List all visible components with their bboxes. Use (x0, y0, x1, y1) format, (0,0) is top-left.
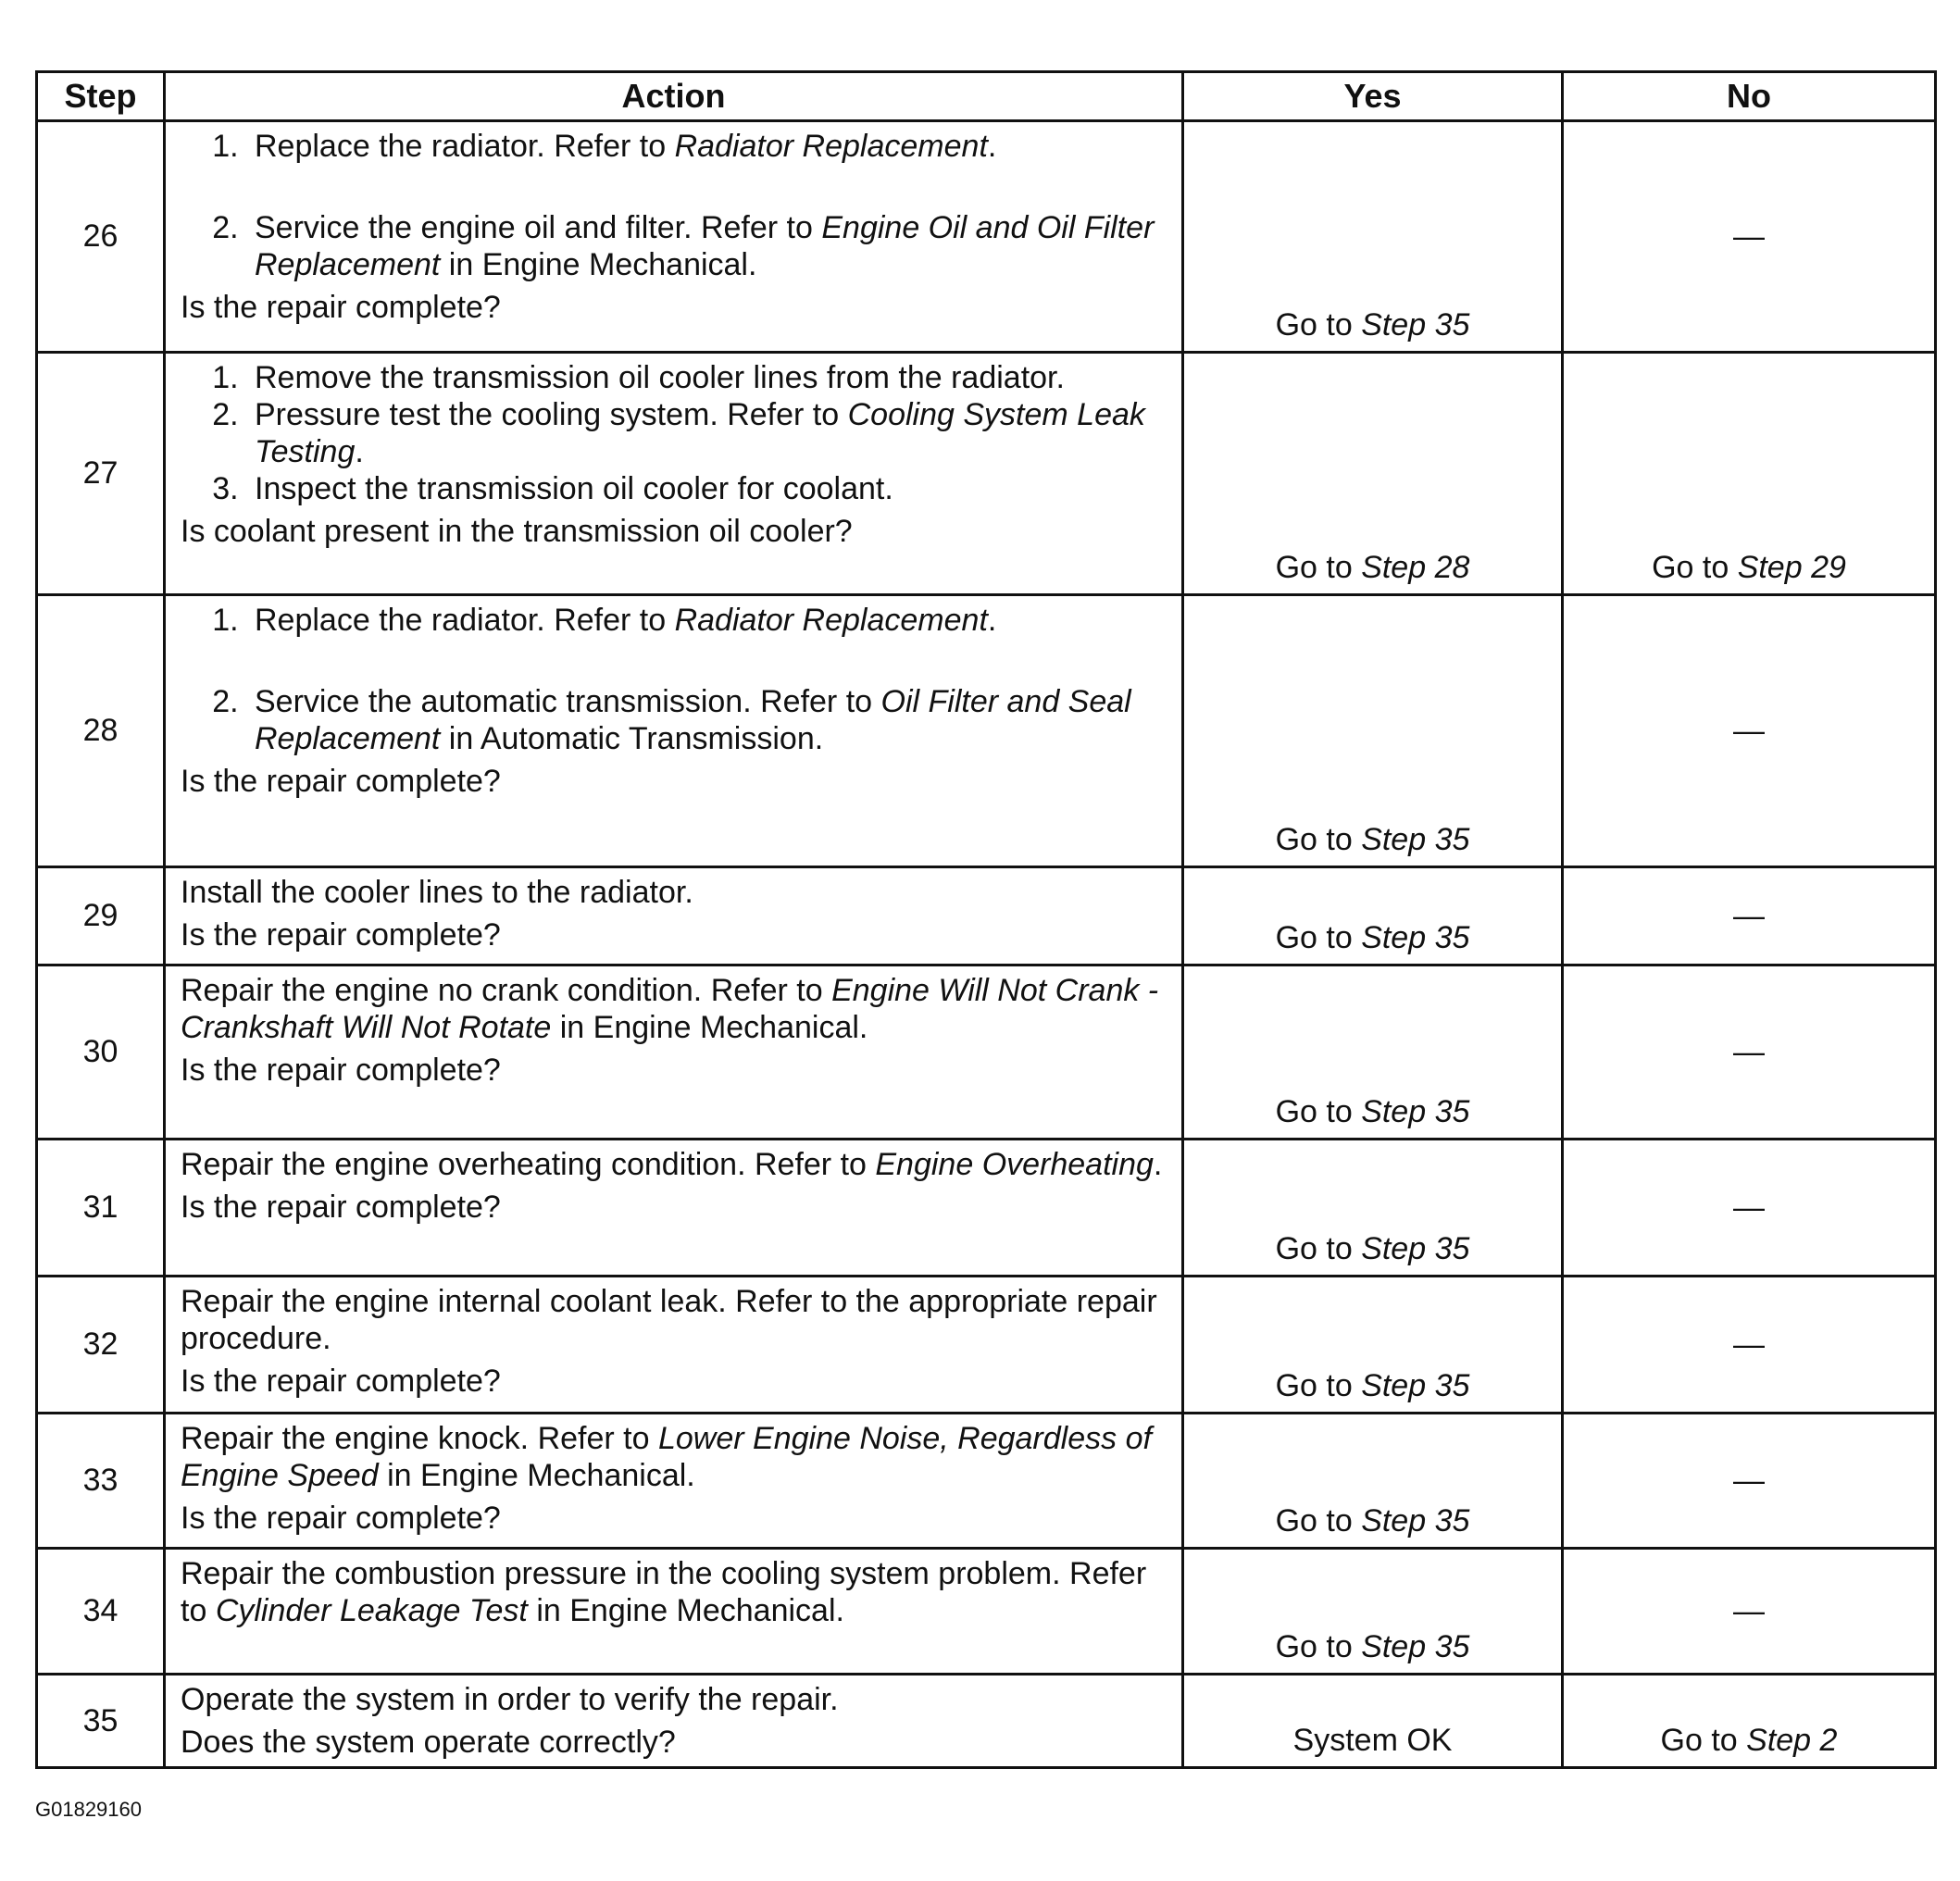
header-step: Step (37, 72, 165, 121)
yes-result (1184, 1503, 1561, 1539)
header-no: No (1563, 72, 1936, 121)
action-step-item (247, 128, 1168, 165)
action-cell (165, 867, 1183, 965)
action-step-item (247, 209, 1168, 283)
action-cell (165, 353, 1183, 595)
action-step-item (247, 359, 1168, 396)
action-text: . (987, 603, 997, 638)
step-reference: Step 35 (1361, 822, 1470, 857)
action-text: . (987, 129, 997, 164)
action-text: Repair the combustion pressure in the cooling system problem. Refer to (181, 1556, 1147, 1628)
no-result-dash: — (1733, 1463, 1765, 1498)
yes-cell (1183, 121, 1563, 353)
step-number: 34 (37, 1549, 165, 1675)
action-text: Replace the radiator. Refer to (255, 603, 675, 638)
step-number: 32 (37, 1277, 165, 1414)
action-text: in Engine Mechanical. (378, 1458, 695, 1493)
result-text: Go to (1275, 307, 1362, 343)
no-cell (1563, 353, 1936, 595)
result-text: Go to (1652, 550, 1738, 585)
action-text: in Engine Mechanical. (527, 1593, 844, 1628)
yes-result (1184, 1231, 1561, 1267)
result-text: Go to (1275, 920, 1362, 955)
yes-cell (1183, 965, 1563, 1140)
action-question: Is the repair complete? (181, 290, 501, 325)
step-reference: Step 35 (1361, 1094, 1470, 1129)
step-reference: Step 35 (1361, 307, 1470, 343)
yes-result (1184, 1368, 1561, 1404)
no-result-dash: — (1733, 218, 1765, 254)
reference-link-text: Engine Overheating (875, 1147, 1154, 1182)
no-result-dash: — (1733, 898, 1765, 933)
step-reference: Step 29 (1737, 550, 1846, 585)
table-row (37, 1675, 1936, 1768)
step-reference: Step 35 (1361, 920, 1470, 955)
action-paragraph (181, 1420, 1168, 1494)
yes-result (1184, 550, 1561, 586)
step-number: 31 (37, 1140, 165, 1277)
action-steps-list (181, 602, 1168, 757)
step-number: 28 (37, 595, 165, 867)
table-row (37, 121, 1936, 353)
reference-link-text: Engine Oil and Oil Filter Replacement (255, 210, 1155, 282)
action-paragraph (181, 1146, 1168, 1183)
table-row (37, 1277, 1936, 1414)
reference-link-text: Lower Engine Noise, Regardless of Engine Speed (181, 1421, 1152, 1493)
no-cell (1563, 1140, 1936, 1277)
action-text: in Automatic Transmission. (440, 721, 824, 756)
table-row (37, 1414, 1936, 1549)
no-cell (1563, 121, 1936, 353)
table-row (37, 595, 1936, 867)
no-result (1564, 1723, 1934, 1759)
header-action: Action (165, 72, 1183, 121)
step-reference: Step 35 (1361, 1368, 1470, 1403)
yes-cell (1183, 353, 1563, 595)
no-cell (1563, 595, 1936, 867)
action-text: Service the engine oil and filter. Refer to (255, 210, 822, 245)
no-cell (1563, 867, 1936, 965)
step-reference: Step 35 (1361, 1629, 1470, 1664)
action-question: Is the repair complete? (181, 764, 501, 799)
step-reference: Step 2 (1746, 1723, 1838, 1758)
step-number: 35 (37, 1675, 165, 1768)
reference-link-text: Radiator Replacement (674, 603, 988, 638)
action-question: Is the repair complete? (181, 1364, 501, 1399)
reference-link-text: Radiator Replacement (674, 129, 988, 164)
action-text: in Engine Mechanical. (551, 1010, 868, 1045)
action-steps-list (181, 359, 1168, 507)
action-paragraph (181, 972, 1168, 1046)
action-paragraph (181, 1681, 1168, 1718)
yes-result (1184, 822, 1561, 858)
no-result-dash: — (1733, 1034, 1765, 1069)
step-number: 30 (37, 965, 165, 1140)
yes-cell (1183, 1277, 1563, 1414)
table-row (37, 965, 1936, 1140)
step-number: 29 (37, 867, 165, 965)
no-cell (1563, 1277, 1936, 1414)
yes-cell (1183, 595, 1563, 867)
action-paragraph (181, 1283, 1168, 1357)
action-text: Remove the transmission oil cooler lines from the radiator. (255, 360, 1065, 395)
no-cell (1563, 1549, 1936, 1675)
no-cell (1563, 1414, 1936, 1549)
step-number: 27 (37, 353, 165, 595)
step-reference: Step 35 (1361, 1503, 1470, 1538)
figure-id: G01829160 (35, 1798, 142, 1821)
result-text: Go to (1275, 1231, 1362, 1266)
result-text: Go to (1275, 1629, 1362, 1664)
reference-link-text: Oil Filter and Seal Replacement (255, 684, 1131, 756)
result-text: Go to (1660, 1723, 1747, 1758)
result-text: Go to (1275, 1094, 1362, 1129)
result-text: Go to (1275, 822, 1362, 857)
result-text: Go to (1275, 1503, 1362, 1538)
header-yes: Yes (1183, 72, 1563, 121)
result-text: System OK (1292, 1723, 1453, 1758)
yes-result (1184, 307, 1561, 343)
action-text: Replace the radiator. Refer to (255, 129, 675, 164)
action-paragraph (181, 1555, 1168, 1629)
yes-result (1184, 1629, 1561, 1665)
reference-link-text: Cooling System Leak Testing (255, 397, 1145, 469)
action-question: Is the repair complete? (181, 1053, 501, 1088)
action-text: Repair the engine knock. Refer to (181, 1421, 658, 1456)
reference-link-text: Cylinder Leakage Test (215, 1593, 528, 1628)
action-step-item (247, 470, 1168, 507)
no-cell (1563, 1675, 1936, 1768)
yes-cell (1183, 1140, 1563, 1277)
table-row (37, 1140, 1936, 1277)
no-result-dash: — (1733, 1190, 1765, 1225)
action-paragraph (181, 874, 1168, 911)
action-question: Does the system operate correctly? (181, 1725, 676, 1760)
action-step-item (247, 396, 1168, 470)
result-text: Go to (1275, 1368, 1362, 1403)
action-question: Is the repair complete? (181, 917, 501, 953)
no-result-dash: — (1733, 1593, 1765, 1628)
action-text: Service the automatic transmission. Refer to (255, 684, 881, 719)
yes-result (1184, 1094, 1561, 1130)
table-body (37, 121, 1936, 1768)
action-text: Operate the system in order to verify the repair. (181, 1682, 839, 1717)
no-cell (1563, 965, 1936, 1140)
action-text: in Engine Mechanical. (440, 247, 757, 282)
table-row (37, 1549, 1936, 1675)
action-cell (165, 1675, 1183, 1768)
action-cell (165, 1414, 1183, 1549)
step-number: 33 (37, 1414, 165, 1549)
table-row (37, 353, 1936, 595)
action-step-item (247, 602, 1168, 639)
action-cell (165, 1277, 1183, 1414)
yes-result (1184, 1723, 1561, 1759)
step-reference: Step 28 (1361, 550, 1470, 585)
result-text: Go to (1275, 550, 1362, 585)
action-text: . (1153, 1147, 1163, 1182)
yes-cell (1183, 1675, 1563, 1768)
action-cell (165, 1140, 1183, 1277)
action-text: Install the cooler lines to the radiator. (181, 875, 693, 910)
no-result-dash: — (1733, 713, 1765, 748)
action-cell (165, 965, 1183, 1140)
action-text: Repair the engine overheating condition. Refer to (181, 1147, 876, 1182)
step-reference: Step 35 (1361, 1231, 1470, 1266)
no-result-dash: — (1733, 1327, 1765, 1362)
action-text: Repair the engine no crank condition. Refer to (181, 973, 832, 1008)
action-step-item (247, 683, 1168, 757)
yes-cell (1183, 867, 1563, 965)
action-text: . (355, 434, 364, 469)
action-text: Inspect the transmission oil cooler for coolant. (255, 471, 893, 506)
action-text: Repair the engine internal coolant leak. Refer to the appropriate repair procedure. (181, 1284, 1157, 1356)
action-cell (165, 595, 1183, 867)
action-question: Is the repair complete? (181, 1190, 501, 1225)
yes-result (1184, 920, 1561, 956)
no-result (1564, 550, 1934, 586)
action-text: Pressure test the cooling system. Refer to (255, 397, 848, 432)
action-question: Is coolant present in the transmission oil cooler? (181, 514, 853, 549)
reference-link-text: Engine Will Not Crank - Crankshaft Will Not Rotate (181, 973, 1159, 1045)
action-cell (165, 1549, 1183, 1675)
header-row (37, 72, 1936, 121)
action-question: Is the repair complete? (181, 1501, 501, 1536)
table-row (37, 867, 1936, 965)
action-steps-list (181, 128, 1168, 283)
yes-cell (1183, 1414, 1563, 1549)
step-number: 26 (37, 121, 165, 353)
diagnostic-table-container (35, 70, 1934, 1769)
action-cell (165, 121, 1183, 353)
yes-cell (1183, 1549, 1563, 1675)
diagnostic-table (35, 70, 1937, 1769)
